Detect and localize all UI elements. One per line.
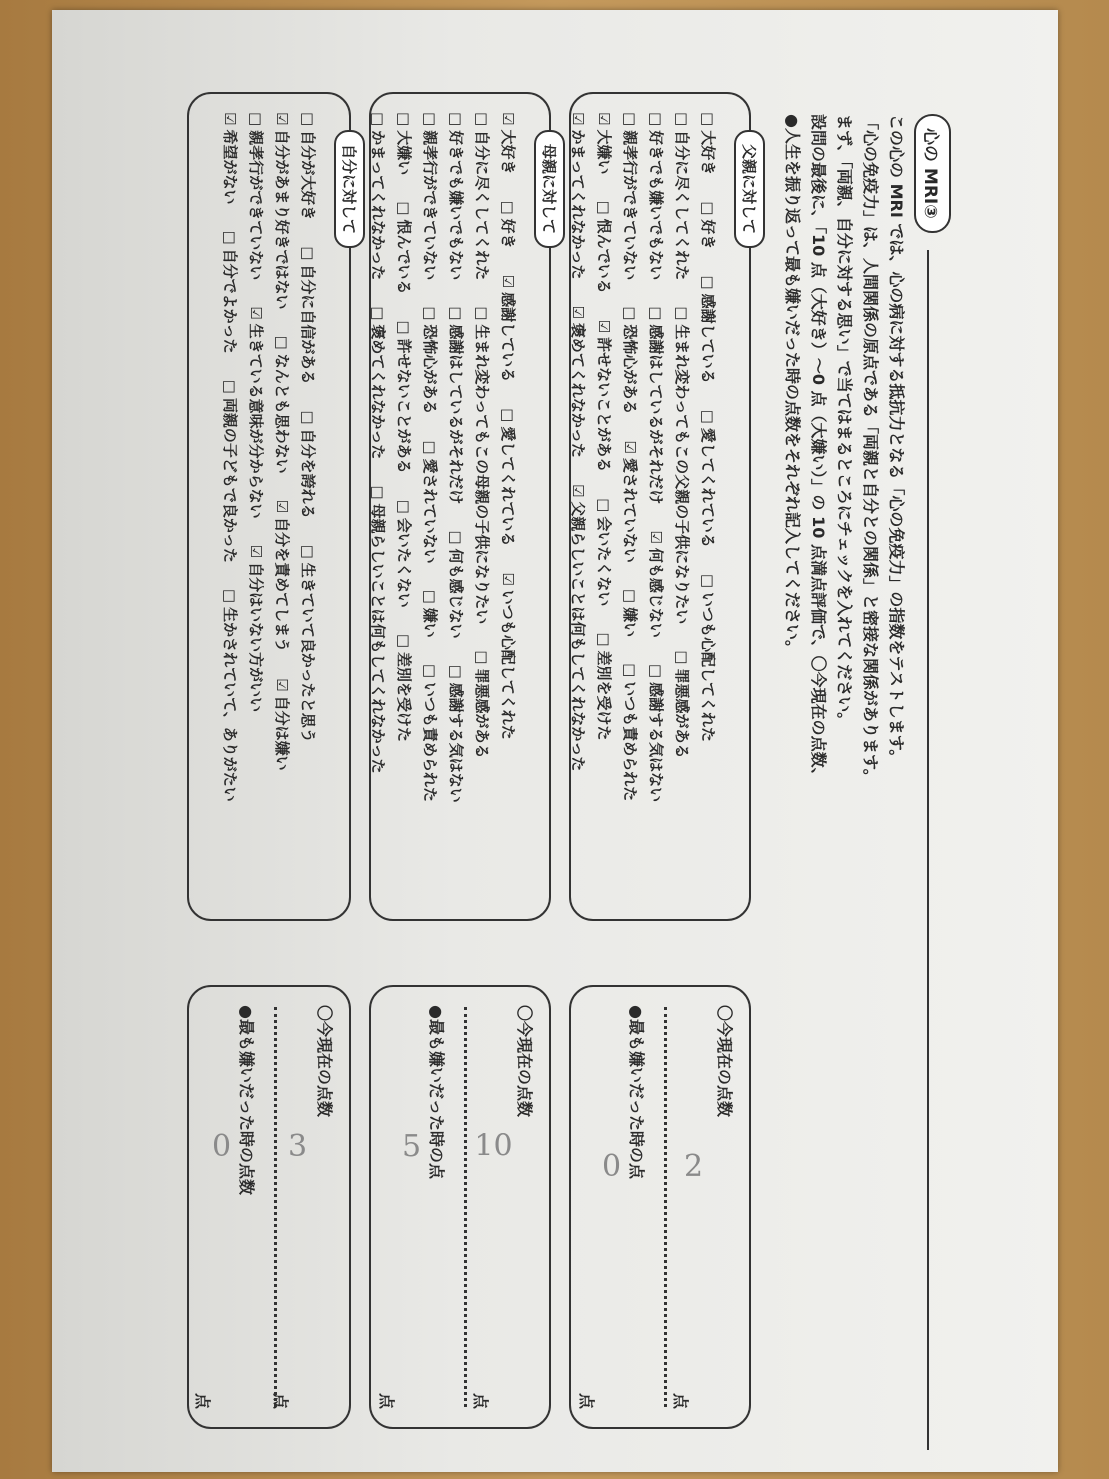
checklist-label: 自分でよかった	[221, 248, 239, 354]
checklist-item[interactable]	[369, 112, 387, 280]
checklist-row	[443, 112, 469, 907]
worst-score-label: ●最も嫌いだった時の点	[427, 1005, 446, 1179]
checklist-label: 自分は嫌い	[273, 695, 291, 771]
checkbox[interactable]: □	[221, 588, 239, 604]
checkbox[interactable]: ☑	[621, 440, 639, 454]
checkbox[interactable]: □	[221, 230, 239, 245]
score-unit: 点	[671, 1392, 690, 1409]
checkbox[interactable]: ☑	[273, 112, 291, 126]
checklist-label: 許せないことがある	[595, 337, 613, 473]
checkbox[interactable]: □	[699, 201, 717, 216]
checklist-label: 感謝している	[699, 293, 717, 384]
self-score-box	[187, 985, 351, 1429]
checklist-label: 会いたくない	[595, 516, 613, 607]
checkbox[interactable]: □	[699, 573, 717, 588]
checklist-item[interactable]	[247, 112, 265, 280]
intro-text	[779, 114, 909, 1414]
worksheet	[125, 80, 955, 1459]
score-unit: 点	[577, 1392, 596, 1409]
checklist-row	[469, 112, 495, 907]
page-title: 心の MRI③	[914, 114, 951, 233]
checklist-label: 嫌い	[621, 607, 639, 638]
worst-score-value[interactable]: 5	[401, 1129, 422, 1165]
checklist-item[interactable]	[273, 500, 291, 652]
checkbox[interactable]: ☑	[273, 678, 291, 692]
checkbox[interactable]: □	[621, 112, 639, 127]
checkbox[interactable]: □	[221, 379, 239, 394]
self-tab: 自分に対して	[334, 130, 365, 248]
checkbox[interactable]: □	[421, 306, 439, 321]
father-score-box	[569, 985, 751, 1429]
intro-line: ●人生を振り返って最も嫌いだった時の点数をそれぞれ記入してください。	[783, 114, 802, 656]
checkbox[interactable]: □	[447, 112, 465, 127]
checkbox[interactable]: ☑	[569, 483, 587, 498]
checkbox[interactable]: □	[699, 112, 717, 127]
title-rule	[927, 250, 929, 1450]
checklist-item[interactable]	[647, 530, 665, 637]
dotted-divider	[464, 1007, 467, 1407]
checkbox[interactable]: □	[673, 112, 691, 127]
checkbox[interactable]: ☑	[499, 274, 517, 289]
checkbox[interactable]: □	[421, 589, 439, 604]
father-checklist	[565, 112, 721, 907]
worst-score-value[interactable]: 0	[211, 1129, 232, 1165]
checkbox[interactable]: □	[395, 320, 413, 335]
checkbox[interactable]: □	[273, 335, 291, 350]
checklist-label: 罪悪感がある	[673, 668, 691, 759]
checklist-label: 生まれ変わってもこの母親の子供になりたい	[473, 324, 491, 625]
checklist-item[interactable]	[221, 112, 239, 204]
checklist-label: 会いたくない	[395, 517, 413, 608]
checklist-item[interactable]	[499, 572, 517, 739]
dotted-divider	[664, 1007, 667, 1407]
checklist-label: 嫌い	[421, 607, 439, 638]
intro-line: 設問の最後に、「10 点（大好き）～0 点（大嫌い）」の 10 点満点評価で、〇今現在の点数、	[809, 114, 828, 784]
checkbox[interactable]: □	[499, 200, 517, 215]
checklist-item[interactable]	[647, 664, 665, 802]
checklist-item[interactable]	[595, 200, 613, 293]
checklist-item[interactable]	[447, 112, 465, 280]
checklist-row	[417, 112, 443, 907]
checklist-label: かまってくれなかった	[569, 129, 587, 280]
checklist-row	[243, 112, 269, 907]
checklist-item[interactable]	[395, 634, 413, 742]
checklist-label: 愛されていない	[621, 457, 639, 563]
checkbox[interactable]: □	[299, 544, 317, 559]
checklist-item[interactable]	[621, 589, 639, 637]
checklist-item[interactable]	[673, 650, 691, 758]
checklist-item[interactable]	[699, 201, 717, 249]
mother-checklist	[365, 112, 521, 907]
checklist-label: 希望がない	[221, 129, 239, 205]
checklist-label: 自分に尽くしてくれた	[473, 130, 491, 281]
checklist-item[interactable]	[595, 632, 613, 740]
checklist-label: 自分を責めてしまう	[273, 517, 291, 653]
checkbox[interactable]: □	[299, 112, 317, 127]
checklist-row	[295, 112, 321, 907]
checklist-label: 生まれ変わってもこの父親の子供になりたい	[673, 324, 691, 625]
checklist-label: 恐怖心がある	[421, 324, 439, 415]
checklist-item[interactable]	[273, 335, 291, 473]
current-score-label: 〇今現在の点数	[715, 1005, 734, 1118]
checkbox[interactable]: □	[647, 663, 665, 679]
checklist-label: いつも責められた	[421, 682, 439, 803]
self-checklist	[217, 112, 321, 907]
checklist-label: 恐怖心がある	[621, 324, 639, 415]
checklist-row	[565, 112, 591, 907]
checkbox[interactable]: □	[247, 112, 265, 127]
checkbox[interactable]: □	[395, 201, 413, 216]
checklist-label: 生きている意味が分からない	[247, 323, 265, 519]
worst-score-label: ●最も嫌いだった時の点	[627, 1005, 646, 1179]
checklist-item[interactable]	[395, 500, 413, 608]
checklist-label: 感謝はしているがそれだけ	[447, 324, 465, 505]
checkbox[interactable]: □	[699, 409, 717, 424]
checkbox[interactable]: □	[673, 306, 691, 321]
checklist-item[interactable]	[569, 305, 587, 457]
self-section	[187, 92, 358, 921]
score-unit: 点	[377, 1392, 396, 1409]
checklist-row	[269, 112, 295, 907]
checklist-item[interactable]	[247, 306, 265, 518]
checklist-label: 親孝行ができていない	[621, 130, 639, 281]
checklist-item[interactable]	[699, 574, 717, 742]
checklist-item[interactable]	[595, 320, 613, 472]
checkbox[interactable]: ☑	[499, 112, 517, 126]
checklist-row	[591, 112, 617, 907]
checklist-row	[495, 112, 521, 907]
checklist-item[interactable]	[673, 112, 691, 280]
current-score-value[interactable]: 2	[683, 1149, 704, 1185]
checklist-item[interactable]	[621, 440, 639, 562]
checklist-item[interactable]	[647, 112, 665, 280]
checkbox[interactable]: ☑	[569, 112, 587, 126]
checklist-item[interactable]	[221, 230, 239, 353]
checklist-label: いつも責められた	[621, 681, 639, 802]
checklist-item[interactable]	[621, 306, 639, 414]
checklist-item[interactable]	[273, 112, 291, 309]
checklist-label: 褒めてくれなかった	[369, 324, 387, 460]
checklist-label: 許せないことがある	[395, 338, 413, 474]
checkbox[interactable]: ☑	[247, 544, 265, 559]
checklist-label: かまってくれなかった	[369, 130, 387, 281]
checkbox[interactable]: ☑	[221, 112, 239, 126]
checkbox[interactable]: □	[447, 530, 465, 545]
current-score-label: 〇今現在の点数	[315, 1005, 334, 1118]
current-score-label: 〇今現在の点数	[515, 1005, 534, 1118]
checkbox[interactable]: □	[395, 499, 413, 514]
checklist-label: 大嫌い	[395, 130, 413, 176]
checklist-item[interactable]	[473, 112, 491, 280]
checklist-item[interactable]	[447, 665, 465, 803]
checklist-label: 自分に自信がある	[299, 264, 317, 385]
checkbox[interactable]: □	[369, 485, 387, 500]
intro-line: この心の MRI では、心の病に対する抵抗力となる「心の免疫力」の指数をテストします。	[887, 114, 906, 766]
checklist-item[interactable]	[221, 380, 239, 563]
checklist-item[interactable]	[699, 275, 717, 383]
intro-line: 「心の免疫力」は、人間関係の原点である「両親と自分との関係」と密接な関係があります。	[861, 114, 880, 785]
checklist-label: 感謝する気はない	[647, 682, 665, 803]
checkbox[interactable]: □	[369, 112, 387, 127]
checklist-label: 感謝する気はない	[447, 682, 465, 803]
checklist-label: 好き	[499, 218, 517, 249]
checklist-item[interactable]	[421, 112, 439, 280]
checklist-item[interactable]	[621, 663, 639, 801]
checklist-label: 差別を受けた	[395, 652, 413, 743]
checklist-item[interactable]	[499, 112, 517, 174]
checklist-item[interactable]	[221, 589, 239, 802]
checklist-row	[643, 112, 669, 907]
score-unit: 点	[193, 1392, 212, 1409]
checklist-label: 自分を誇れる	[299, 428, 317, 519]
checklist-item[interactable]	[273, 678, 291, 770]
checklist-row	[365, 112, 391, 907]
checklist-row	[669, 112, 695, 907]
checkbox[interactable]: ☑	[647, 530, 665, 544]
checklist-item[interactable]	[647, 306, 665, 504]
checklist-item[interactable]	[499, 275, 517, 382]
checklist-row	[217, 112, 243, 907]
checkbox[interactable]: ☑	[569, 305, 587, 319]
checklist-label: 父親らしいことは何もしてくれなかった	[569, 501, 587, 772]
checklist-item[interactable]	[621, 112, 639, 280]
checklist-label: 自分があまり好きではない	[273, 129, 291, 310]
checklist-label: 大好き	[499, 129, 517, 175]
checklist-label: いつも心配してくれた	[699, 592, 717, 743]
worst-score-value[interactable]: 0	[601, 1149, 622, 1185]
checklist-label: 感謝はしているがそれだけ	[647, 324, 665, 505]
checklist-item[interactable]	[473, 650, 491, 758]
checkbox[interactable]: ☑	[273, 499, 291, 514]
checkbox[interactable]: □	[299, 246, 317, 261]
checklist-item[interactable]	[699, 410, 717, 548]
checkbox[interactable]: ☑	[595, 112, 613, 126]
checkbox[interactable]: □	[447, 664, 465, 679]
checklist-item[interactable]	[299, 410, 317, 518]
worst-score-label: ●最も嫌いだった時の点数	[237, 1005, 256, 1195]
checklist-item[interactable]	[673, 306, 691, 624]
checkbox[interactable]: □	[473, 650, 491, 665]
checkbox[interactable]: □	[595, 200, 613, 215]
checklist-item[interactable]	[595, 112, 613, 174]
checklist-item[interactable]	[499, 408, 517, 546]
checklist-label: なんとも思わない	[273, 353, 291, 474]
mother-section	[369, 92, 558, 921]
checklist-item[interactable]	[499, 200, 517, 248]
score-unit: 点	[271, 1392, 290, 1409]
checklist-label: 恨んでいる	[395, 219, 413, 295]
checklist-item[interactable]	[699, 112, 717, 175]
checklist-label: 自分が大好き	[299, 130, 317, 221]
checkbox[interactable]: □	[421, 112, 439, 127]
checkbox[interactable]: □	[299, 410, 317, 425]
checkbox[interactable]: ☑	[247, 306, 265, 320]
checklist-label: 好きでも嫌いでもない	[447, 130, 465, 281]
checklist-item[interactable]	[369, 485, 387, 773]
mother-tab: 母親に対して	[534, 130, 565, 248]
checkbox[interactable]: □	[473, 306, 491, 321]
checklist-label: 自分に尽くしてくれた	[673, 130, 691, 281]
checkbox[interactable]: □	[699, 275, 717, 290]
checkbox[interactable]: □	[647, 306, 665, 321]
checklist-item[interactable]	[369, 306, 387, 459]
checklist-item[interactable]	[395, 201, 413, 294]
checklist-label: 恨んでいる	[595, 218, 613, 294]
checklist-label: 感謝している	[499, 292, 517, 383]
checklist-label: 愛してくれている	[499, 426, 517, 547]
checkbox[interactable]: □	[447, 306, 465, 321]
checklist-row	[695, 112, 721, 907]
checkbox[interactable]: □	[595, 498, 613, 513]
checklist-item[interactable]	[395, 320, 413, 473]
checklist-row	[617, 112, 643, 907]
checklist-item[interactable]	[569, 484, 587, 771]
checkbox[interactable]: □	[421, 663, 439, 678]
checkbox[interactable]: □	[647, 112, 665, 127]
checklist-item[interactable]	[299, 246, 317, 384]
mother-score-box	[369, 985, 551, 1429]
checklist-item[interactable]	[447, 306, 465, 504]
checklist-label: いつも心配してくれた	[499, 589, 517, 740]
checklist-item[interactable]	[395, 112, 413, 175]
checkbox[interactable]: □	[473, 112, 491, 127]
checklist-row	[391, 112, 417, 907]
checklist-label: 大好き	[699, 130, 717, 176]
checklist-item[interactable]	[595, 498, 613, 606]
checklist-label: 差別を受けた	[595, 650, 613, 741]
checklist-item[interactable]	[421, 440, 439, 563]
father-tab: 父親に対して	[734, 130, 765, 248]
checklist-label: 好き	[699, 219, 717, 250]
checklist-label: 親孝行ができていない	[421, 130, 439, 281]
checklist-label: 何も感じない	[447, 548, 465, 639]
checkbox[interactable]: ☑	[499, 572, 517, 586]
checklist-item[interactable]	[299, 112, 317, 220]
current-score-value[interactable]: 10	[474, 1128, 513, 1164]
checklist-label: 両親の子どもで良かった	[221, 397, 239, 563]
checklist-label: 愛してくれている	[699, 427, 717, 548]
checklist-item[interactable]	[569, 112, 587, 279]
checklist-label: 好きでも嫌いでもない	[647, 130, 665, 281]
checkbox[interactable]: □	[395, 633, 413, 648]
checkbox[interactable]: □	[595, 632, 613, 647]
checklist-item[interactable]	[421, 306, 439, 414]
checklist-label: 罪悪感がある	[473, 668, 491, 759]
checklist-label: 大嫌い	[595, 129, 613, 175]
checklist-item[interactable]	[247, 545, 265, 712]
checkbox[interactable]: □	[369, 306, 387, 321]
checklist-item[interactable]	[299, 545, 317, 743]
checklist-label: 生きていて良かったと思う	[299, 562, 317, 743]
checkbox[interactable]: □	[621, 663, 639, 678]
checkbox[interactable]: □	[621, 588, 639, 604]
checklist-item[interactable]	[421, 664, 439, 802]
checklist-label: 何も感じない	[647, 547, 665, 638]
checklist-label: 親孝行ができていない	[247, 130, 265, 281]
checkbox[interactable]: ☑	[595, 319, 613, 334]
checklist-label: 褒めてくれなかった	[569, 322, 587, 458]
checklist-label: 生かされていて、ありがたい	[221, 607, 239, 802]
current-score-value[interactable]: 3	[287, 1129, 308, 1165]
checkbox[interactable]: □	[395, 112, 413, 127]
father-section	[569, 92, 758, 921]
checkbox[interactable]: □	[499, 408, 517, 423]
checklist-label: 自分はいない方がいい	[247, 562, 265, 713]
checklist-label: 愛されていない	[421, 458, 439, 564]
checklist-item[interactable]	[447, 530, 465, 638]
intro-line: まず、「両親、自分に対する思い」で当てはまるところにチェックを入れてください。	[835, 114, 854, 729]
dotted-divider	[274, 1007, 277, 1407]
checkbox[interactable]: □	[673, 650, 691, 665]
checklist-label: 母親らしいことは何もしてくれなかった	[369, 503, 387, 774]
checkbox[interactable]: □	[421, 440, 439, 455]
checkbox[interactable]: □	[621, 306, 639, 321]
checklist-item[interactable]	[473, 306, 491, 624]
score-unit: 点	[471, 1392, 490, 1409]
checklist-item[interactable]	[421, 590, 439, 638]
